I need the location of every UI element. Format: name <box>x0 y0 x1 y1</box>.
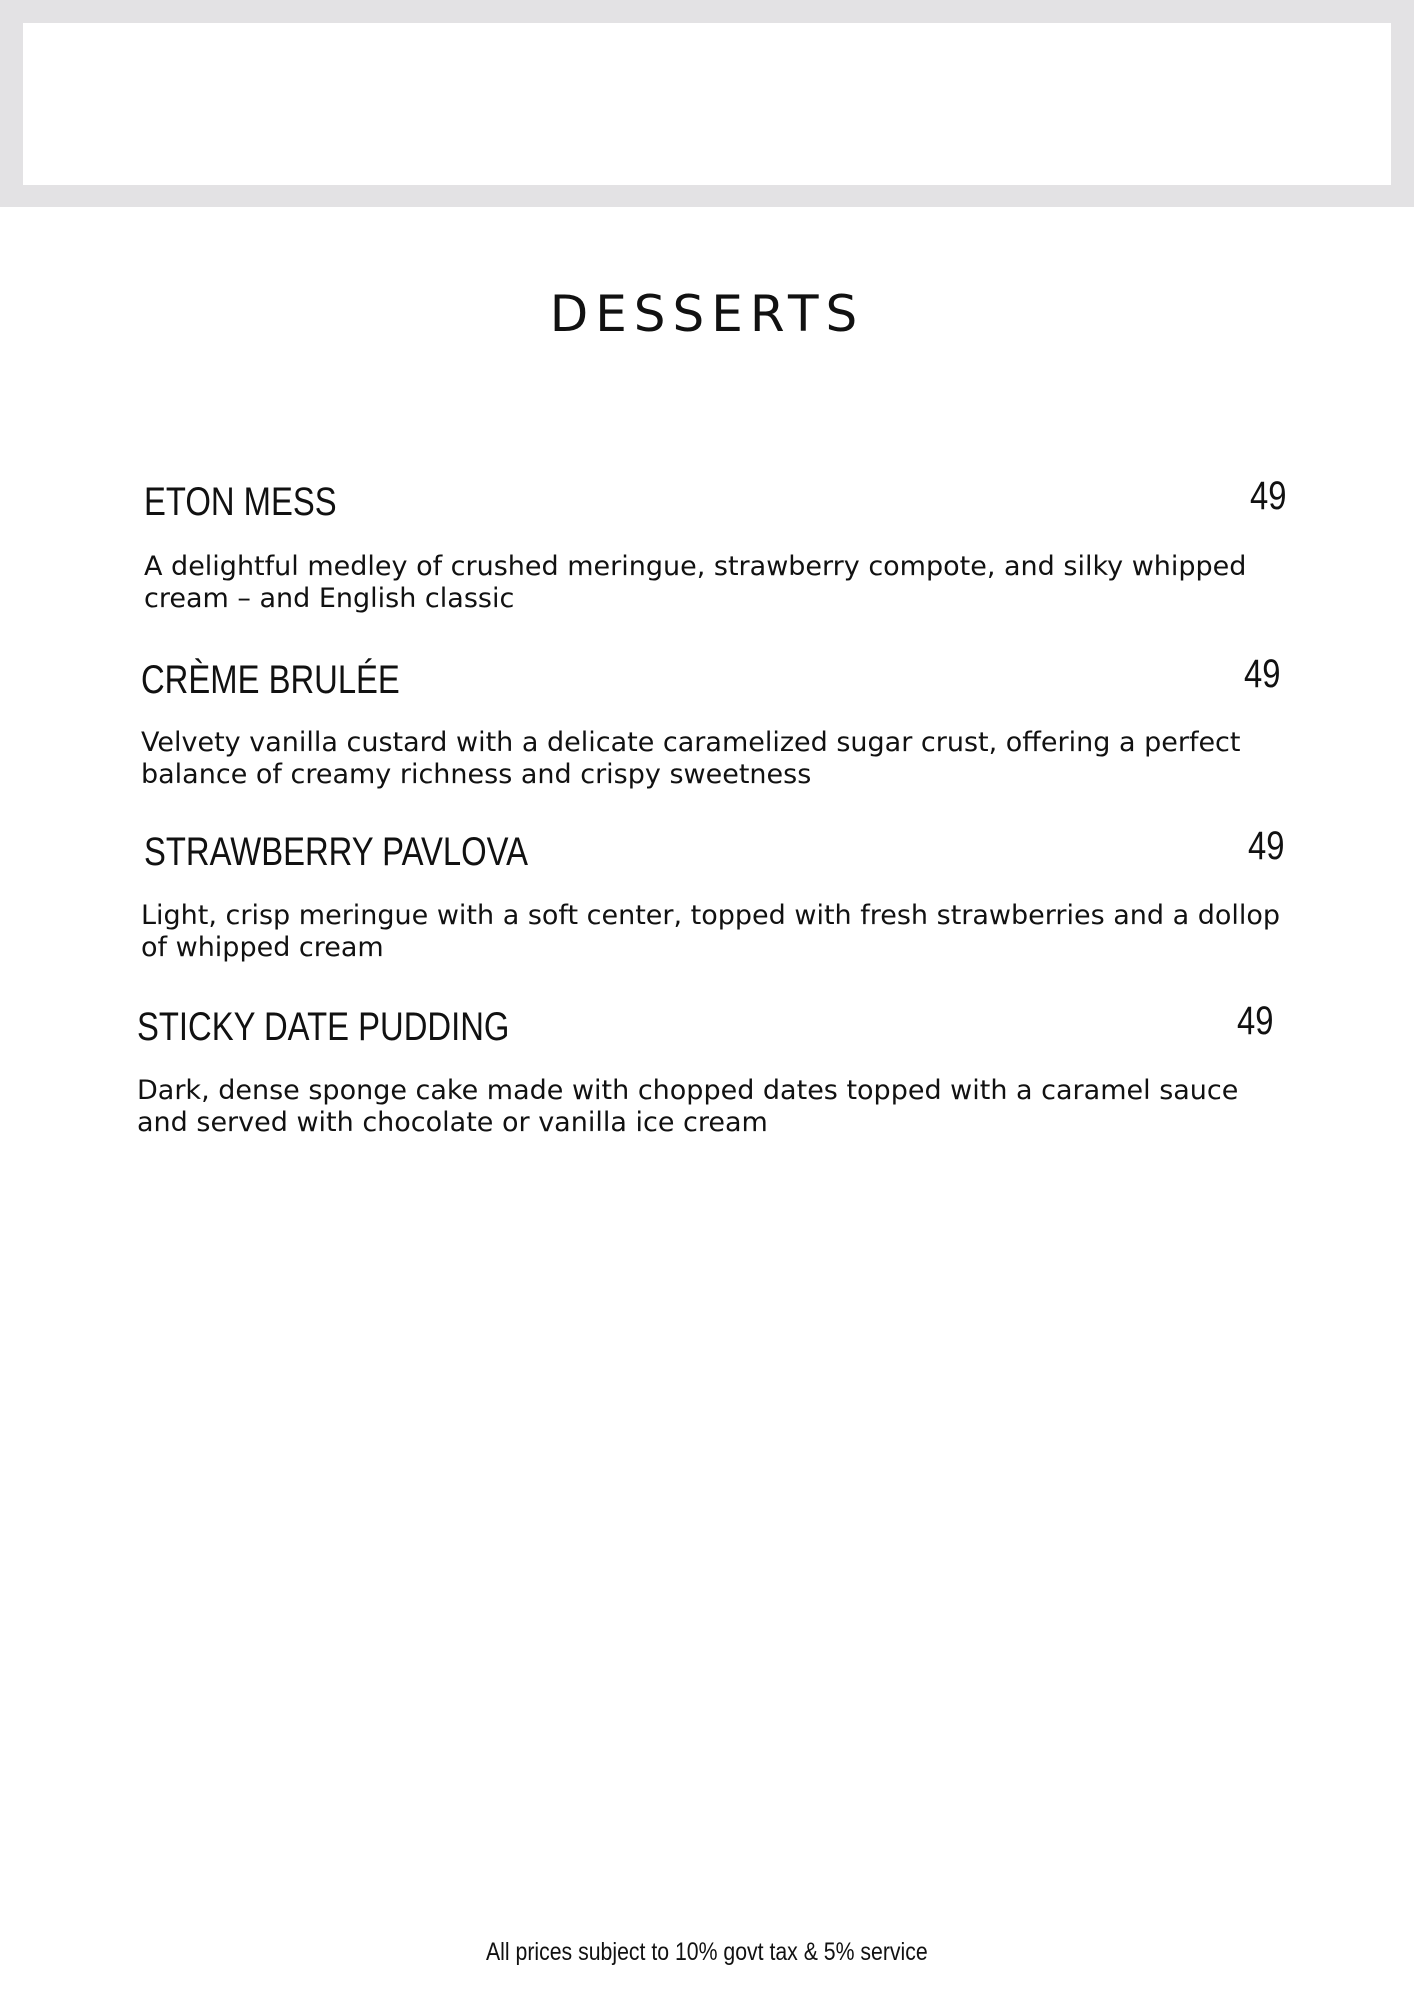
item-description: Light, crisp meringue with a soft center, topped with fresh strawberries and a dollop of whipped cream <box>141 900 1281 963</box>
item-name: STICKY DATE PUDDING <box>137 1005 510 1049</box>
item-description: Dark, dense sponge cake made with chopped dates topped with a caramel sauce and served with chocolate or vanilla ice cream <box>137 1075 1239 1138</box>
item-description: A delightful medley of crushed meringue, strawberry compote, and silky whipped cream – and English classic <box>144 551 1247 614</box>
item-name: CRÈME BRULÉE <box>141 658 400 702</box>
item-name: STRAWBERRY PAVLOVA <box>144 830 528 874</box>
item-price: 49 <box>1247 824 1284 868</box>
item-price: 49 <box>1243 652 1280 696</box>
page-title: DESSERTS <box>549 285 865 343</box>
footer-note <box>0 1936 1414 1968</box>
header-panel <box>23 23 1391 185</box>
footer-text: All prices subject to 10% govt tax & 5% service <box>486 1938 928 1966</box>
item-price: 49 <box>1249 474 1286 518</box>
item-description: Velvety vanilla custard with a delicate caramelized sugar crust, offering a perfect balance of creamy richness and crispy sweetness <box>141 727 1241 790</box>
item-price: 49 <box>1236 999 1273 1043</box>
header-band <box>0 0 1414 207</box>
item-name: ETON MESS <box>144 480 337 524</box>
